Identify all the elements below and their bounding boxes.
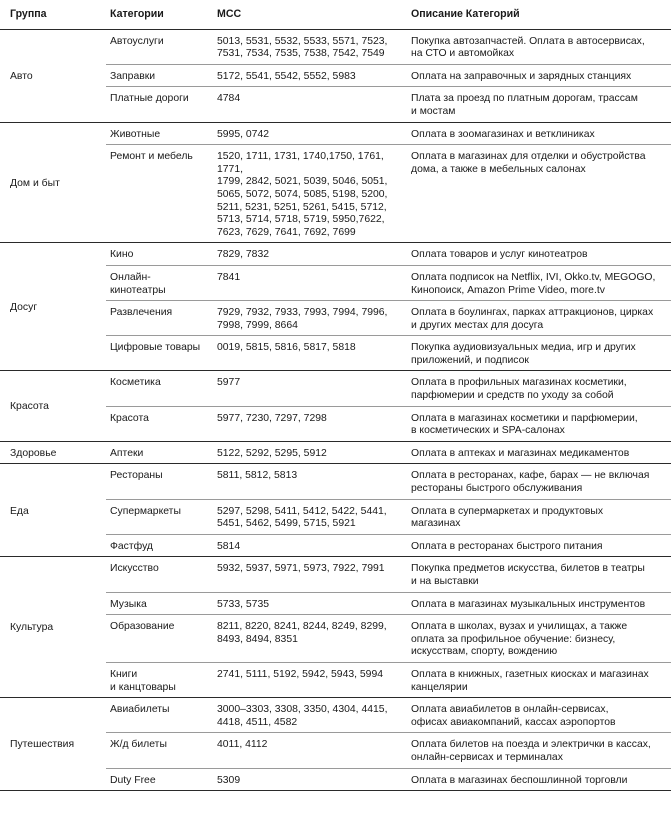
- group-name: Дом и быт: [0, 122, 106, 243]
- mcc-codes-cell: 8211, 8220, 8241, 8244, 8249, 8299, 8493, 8494, 8351: [213, 615, 407, 663]
- group-name: Досуг: [0, 243, 106, 371]
- category-cell: Развлечения: [106, 301, 213, 336]
- description-cell: Оплата в зоомагазинах и ветклиниках: [407, 122, 671, 145]
- description-cell: Оплата в профильных магазинах косметики, парфюмерии и средств по уходу за собой: [407, 371, 671, 406]
- description-cell: Оплата авиабилетов в онлайн-сервисах, офисах авиакомпаний, кассах аэропортов: [407, 698, 671, 733]
- description-cell: Плата за проезд по платным дорогам, трассам и мостам: [407, 87, 671, 122]
- description-cell: Оплата в ресторанах, кафе, барах — не включая рестораны быстрого обслуживания: [407, 464, 671, 499]
- category-cell: Животные: [106, 122, 213, 145]
- description-cell: Оплата в боулингах, парках аттракционов, цирках и других местах для досуга: [407, 301, 671, 336]
- mcc-codes-cell: 5977: [213, 371, 407, 406]
- mcc-codes-cell: 4011, 4112: [213, 733, 407, 768]
- table-row: [0, 557, 671, 592]
- category-cell: Образование: [106, 615, 213, 663]
- mcc-codes-cell: 0019, 5815, 5816, 5817, 5818: [213, 336, 407, 371]
- mcc-codes-cell: 5172, 5541, 5542, 5552, 5983: [213, 64, 407, 87]
- category-cell: Онлайн- кинотеатры: [106, 265, 213, 300]
- description-cell: Оплата подписок на Netflix, IVI, Okko.tv, MEGOGO, Кинопоиск, Amazon Prime Video, more.tv: [407, 265, 671, 300]
- category-cell: Авиабилеты: [106, 698, 213, 733]
- category-cell: Duty Free: [106, 768, 213, 791]
- description-cell: Оплата в магазинах беспошлинной торговли: [407, 768, 671, 791]
- description-cell: Оплата в аптеках и магазинах медикаментов: [407, 441, 671, 464]
- table-row: [0, 371, 671, 406]
- table-body: [0, 29, 671, 791]
- mcc-codes-cell: 1520, 1711, 1731, 1740,1750, 1761, 1771, 1799, 2842, 5021, 5039, 5046, 5051, 5065, 5072, 5074, 5085, 5198, 5200, 5211, 5231, 5251, 5261, 5415, 5712, 5713, 5714, 5718, 5719, 5950,7622, 7623, 7629, 7641, 7692, 7699: [213, 145, 407, 243]
- mcc-codes-cell: 5932, 5937, 5971, 5973, 7922, 7991: [213, 557, 407, 592]
- table-row: [0, 441, 671, 464]
- description-cell: Оплата в школах, вузах и училищах, а также оплата за профильное обучение: бизнесу, искусствам, спорту, вождению: [407, 615, 671, 663]
- table-row: [0, 698, 671, 733]
- description-cell: Оплата на заправочных и зарядных станциях: [407, 64, 671, 87]
- category-cell: Цифровые товары: [106, 336, 213, 371]
- group-name: Культура: [0, 557, 106, 698]
- description-cell: Оплата в книжных, газетных киосках и магазинах канцелярии: [407, 662, 671, 697]
- category-cell: Ж/д билеты: [106, 733, 213, 768]
- mcc-codes-cell: 2741, 5111, 5192, 5942, 5943, 5994: [213, 662, 407, 697]
- mcc-codes-cell: 5814: [213, 534, 407, 557]
- mcc-codes-cell: 5309: [213, 768, 407, 791]
- description-cell: Оплата билетов на поезда и электрички в кассах, онлайн-сервисах и терминалах: [407, 733, 671, 768]
- table-row: [0, 243, 671, 266]
- description-cell: Оплата в супермаркетах и продуктовых магазинах: [407, 499, 671, 534]
- header-description: Описание Категорий: [407, 0, 671, 29]
- header-row: [0, 0, 671, 29]
- table-row: [0, 464, 671, 499]
- category-cell: Заправки: [106, 64, 213, 87]
- description-cell: Оплата в магазинах косметики и парфюмерии, в косметических и SPA-салонах: [407, 406, 671, 441]
- description-cell: Оплата товаров и услуг кинотеатров: [407, 243, 671, 266]
- description-cell: Покупка аудиовизуальных медиа, игр и других приложений, и подписок: [407, 336, 671, 371]
- table-header: [0, 0, 671, 29]
- header-group: Группа: [0, 0, 106, 29]
- category-cell: Рестораны: [106, 464, 213, 499]
- category-cell: Ремонт и мебель: [106, 145, 213, 243]
- category-cell: Красота: [106, 406, 213, 441]
- category-cell: Платные дороги: [106, 87, 213, 122]
- category-cell: Косметика: [106, 371, 213, 406]
- group-name: Здоровье: [0, 441, 106, 464]
- mcc-codes-cell: 5733, 5735: [213, 592, 407, 615]
- description-cell: Оплата в магазинах музыкальных инструментов: [407, 592, 671, 615]
- description-cell: Покупка автозапчастей. Оплата в автосервисах, на СТО и автомойках: [407, 29, 671, 64]
- category-cell: Кино: [106, 243, 213, 266]
- mcc-codes-cell: 7929, 7932, 7933, 7993, 7994, 7996, 7998, 7999, 8664: [213, 301, 407, 336]
- category-cell: Автоуслуги: [106, 29, 213, 64]
- header-category: Категории: [106, 0, 213, 29]
- category-cell: Музыка: [106, 592, 213, 615]
- mcc-codes-cell: 5977, 7230, 7297, 7298: [213, 406, 407, 441]
- table-row: [0, 122, 671, 145]
- mcc-codes-cell: 5995, 0742: [213, 122, 407, 145]
- category-cell: Фастфуд: [106, 534, 213, 557]
- mcc-codes-cell: 4784: [213, 87, 407, 122]
- mcc-codes-cell: 7829, 7832: [213, 243, 407, 266]
- category-cell: Аптеки: [106, 441, 213, 464]
- group-name: Путешествия: [0, 698, 106, 791]
- mcc-codes-cell: 7841: [213, 265, 407, 300]
- mcc-codes-cell: 5013, 5531, 5532, 5533, 5571, 7523, 7531, 7534, 7535, 7538, 7542, 7549: [213, 29, 407, 64]
- header-mcc: МСС: [213, 0, 407, 29]
- group-name: Красота: [0, 371, 106, 441]
- mcc-codes-cell: 5297, 5298, 5411, 5412, 5422, 5441, 5451, 5462, 5499, 5715, 5921: [213, 499, 407, 534]
- mcc-codes-cell: 3000–3303, 3308, 3350, 4304, 4415, 4418, 4511, 4582: [213, 698, 407, 733]
- group-name: Авто: [0, 29, 106, 122]
- mcc-codes-cell: 5811, 5812, 5813: [213, 464, 407, 499]
- category-cell: Искусство: [106, 557, 213, 592]
- table-row: [0, 29, 671, 64]
- description-cell: Оплата в ресторанах быстрого питания: [407, 534, 671, 557]
- category-cell: Книги и канцтовары: [106, 662, 213, 697]
- category-cell: Супермаркеты: [106, 499, 213, 534]
- group-name: Еда: [0, 464, 106, 557]
- description-cell: Покупка предметов искусства, билетов в театры и на выставки: [407, 557, 671, 592]
- mcc-codes-cell: 5122, 5292, 5295, 5912: [213, 441, 407, 464]
- description-cell: Оплата в магазинах для отделки и обустройства дома, а также в мебельных салонах: [407, 145, 671, 243]
